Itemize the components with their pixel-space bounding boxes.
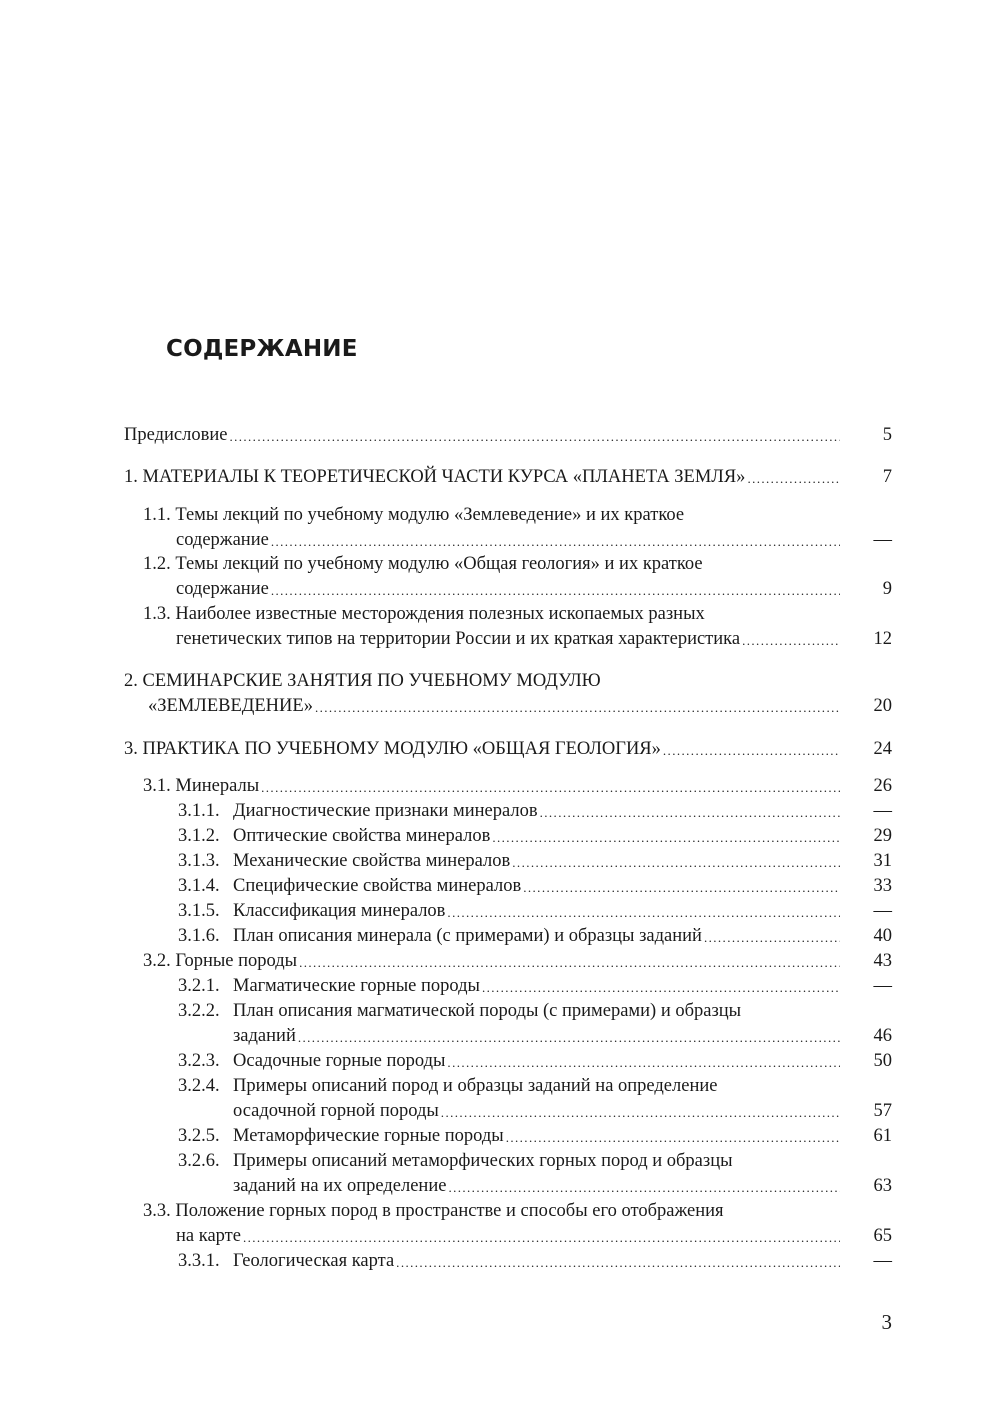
toc-entry-number: 3.2.3. [178,1051,220,1071]
toc-entry-chapter-3 [124,738,842,760]
toc-entry-chapter-2-line1: 2. СЕМИНАРСКИЕ ЗАНЯТИЯ ПО УЧЕБНОМУ МОДУЛЮ [124,671,601,691]
toc-page-number: 24 [873,739,892,759]
toc-entry-title: осадочной горной породы [233,1101,439,1121]
toc-entry-title: Классификация минералов [233,901,446,921]
toc-entry-title: Магматические горные породы [233,976,480,996]
leader-dots [243,1229,840,1247]
toc-entry-title: Осадочные горные породы [233,1051,446,1071]
toc-page-number: 5 [882,425,892,445]
toc-page-number: 43 [873,951,892,971]
leader-dots [742,632,840,650]
toc-entry-title: 3.2. Горные породы [143,951,298,971]
toc-page-number: 40 [873,926,892,946]
leader-dots [506,1129,840,1147]
leader-dots [482,979,840,997]
toc-entry-title: 1. МАТЕРИАЛЫ К ТЕОРЕТИЧЕСКОЙ ЧАСТИ КУРСА «ПЛАНЕТА ЗЕМЛЯ» [124,467,746,487]
leader-dots [448,1179,840,1197]
toc-page-number: 31 [873,851,892,871]
toc-entry-3-2-3 [178,1050,842,1072]
toc-page-number: 65 [873,1226,892,1246]
leader-dots [540,804,840,822]
toc-entry-1-1 [176,529,842,551]
toc-page-number: 9 [882,579,892,599]
toc-entry-1-2 [176,578,842,600]
toc-entry-title: 3. ПРАКТИКА ПО УЧЕБНОМУ МОДУЛЮ «ОБЩАЯ ГЕОЛОГИЯ» [124,739,661,759]
toc-entry-number: 3.1.2. [178,826,220,846]
toc-entry-title: «ЗЕМЛЕВЕДЕНИЕ» [148,696,313,716]
toc-entry-3-2-4 [233,1100,842,1122]
leader-dots [229,428,840,446]
toc-page-number: — [873,901,892,921]
toc-page-number: 20 [873,696,892,716]
toc-entry-chapter-2 [148,695,842,717]
toc-entry-title: Предисловие [124,425,228,445]
toc-entry-3-1-3 [178,850,842,872]
leader-dots [512,854,840,872]
toc-entry-chapter-1 [124,466,842,488]
toc-page-number: — [873,801,892,821]
toc-entry-number: 3.2.4. [178,1076,220,1096]
toc-entry-title-line1: Примеры описаний метаморфических горных пород и образцы [233,1151,733,1171]
toc-entry-title: Метаморфические горные породы [233,1126,504,1146]
leader-dots [298,1029,840,1047]
leader-dots [261,779,840,797]
toc-entry-title: 3.1. Минералы [143,776,260,796]
toc-page-number: 61 [873,1126,892,1146]
toc-entry-title: на карте [176,1226,241,1246]
leader-dots [704,929,840,947]
toc-entry-title: содержание [176,579,269,599]
toc-entry-title: Диагностические признаки минералов [233,801,538,821]
toc-entry-number: 3.1.4. [178,876,220,896]
toc-page-number: 63 [873,1176,892,1196]
toc-entry-title-line1: План описания магматической породы (с примерами) и образцы [233,1001,742,1021]
toc-entry-3-3-line1: 3.3. Положение горных пород в пространстве и способы его отображения [143,1201,724,1221]
toc-entry-number: 3.2.5. [178,1126,220,1146]
toc-page-number: — [873,976,892,996]
toc-page-number: 26 [873,776,892,796]
toc-page-number: — [873,1251,892,1271]
toc-page-number: 57 [873,1101,892,1121]
toc-entry-3-3-1 [178,1250,842,1272]
toc-entry-title: Оптические свойства минералов [233,826,491,846]
toc-entry-title: План описания минерала (с примерами) и образцы заданий [233,926,702,946]
toc-page-number: 46 [873,1026,892,1046]
toc-entry-title-line1: Примеры описаний пород и образцы заданий на определение [233,1076,718,1096]
toc-entry-1-1-line1: 1.1. Темы лекций по учебному модулю «Землеведение» и их краткое [143,505,685,525]
toc-entry-title: Механические свойства минералов [233,851,511,871]
toc-entry-1-3 [176,628,842,650]
toc-entry-3-1 [143,775,842,797]
leader-dots [315,699,840,717]
toc-entry-3-2-2-line1 [178,1000,741,1022]
toc-entry-title: заданий [233,1026,296,1046]
leader-dots [447,904,840,922]
toc-entry-3-1-6 [178,925,842,947]
toc-entry-title: Специфические свойства минералов [233,876,522,896]
toc-page-number: 29 [873,826,892,846]
leader-dots [663,742,840,760]
toc-entry-number: 3.1.6. [178,926,220,946]
toc-entry-3-1-2 [178,825,842,847]
leader-dots [396,1254,840,1272]
toc-entry-number: 3.2.2. [178,1001,220,1021]
toc-entry-number: 3.2.6. [178,1151,220,1171]
toc-entry-3-3 [176,1225,842,1247]
leader-dots [299,954,840,972]
page-number: 3 [881,1310,892,1334]
toc-entry-3-2 [143,950,842,972]
toc-entry-number: 3.2.1. [178,976,220,996]
leader-dots [271,533,840,551]
toc-page-number: 12 [873,629,892,649]
toc-entry-3-2-6-line1 [178,1150,733,1172]
toc-entry-number: 3.3.1. [178,1251,220,1271]
leader-dots [492,829,840,847]
leader-dots [747,470,840,488]
page-title: СОДЕРЖАНИЕ [166,336,358,362]
toc-entry-3-2-6 [233,1175,842,1197]
toc-page-number: — [873,530,892,550]
toc-entry-3-1-4 [178,875,842,897]
toc-entry-3-2-1 [178,975,842,997]
toc-entry-title: заданий на их определение [233,1176,447,1196]
toc-entry-1-3-line1: 1.3. Наиболее известные месторождения полезных ископаемых разных [143,604,705,624]
toc-page-number: 50 [873,1051,892,1071]
leader-dots [441,1104,840,1122]
toc-entry-3-2-2 [233,1025,842,1047]
toc-entry-3-2-5 [178,1125,842,1147]
toc-entry-3-1-5 [178,900,842,922]
toc-entry-3-2-4-line1 [178,1075,717,1097]
leader-dots [271,582,840,600]
toc-entry-title: содержание [176,530,269,550]
toc-page-number: 33 [873,876,892,896]
toc-entry-title: генетических типов на территории России и их краткая характеристика [176,629,741,649]
leader-dots [447,1054,840,1072]
toc-entry-number: 3.1.1. [178,801,220,821]
toc-entry-preface [124,424,842,446]
toc-entry-1-2-line1: 1.2. Темы лекций по учебному модулю «Общая геология» и их краткое [143,554,703,574]
toc-entry-number: 3.1.5. [178,901,220,921]
leader-dots [523,879,840,897]
toc-entry-title: Геологическая карта [233,1251,395,1271]
toc-entry-3-1-1 [178,800,842,822]
toc-entry-number: 3.1.3. [178,851,220,871]
toc-page-number: 7 [882,467,892,487]
